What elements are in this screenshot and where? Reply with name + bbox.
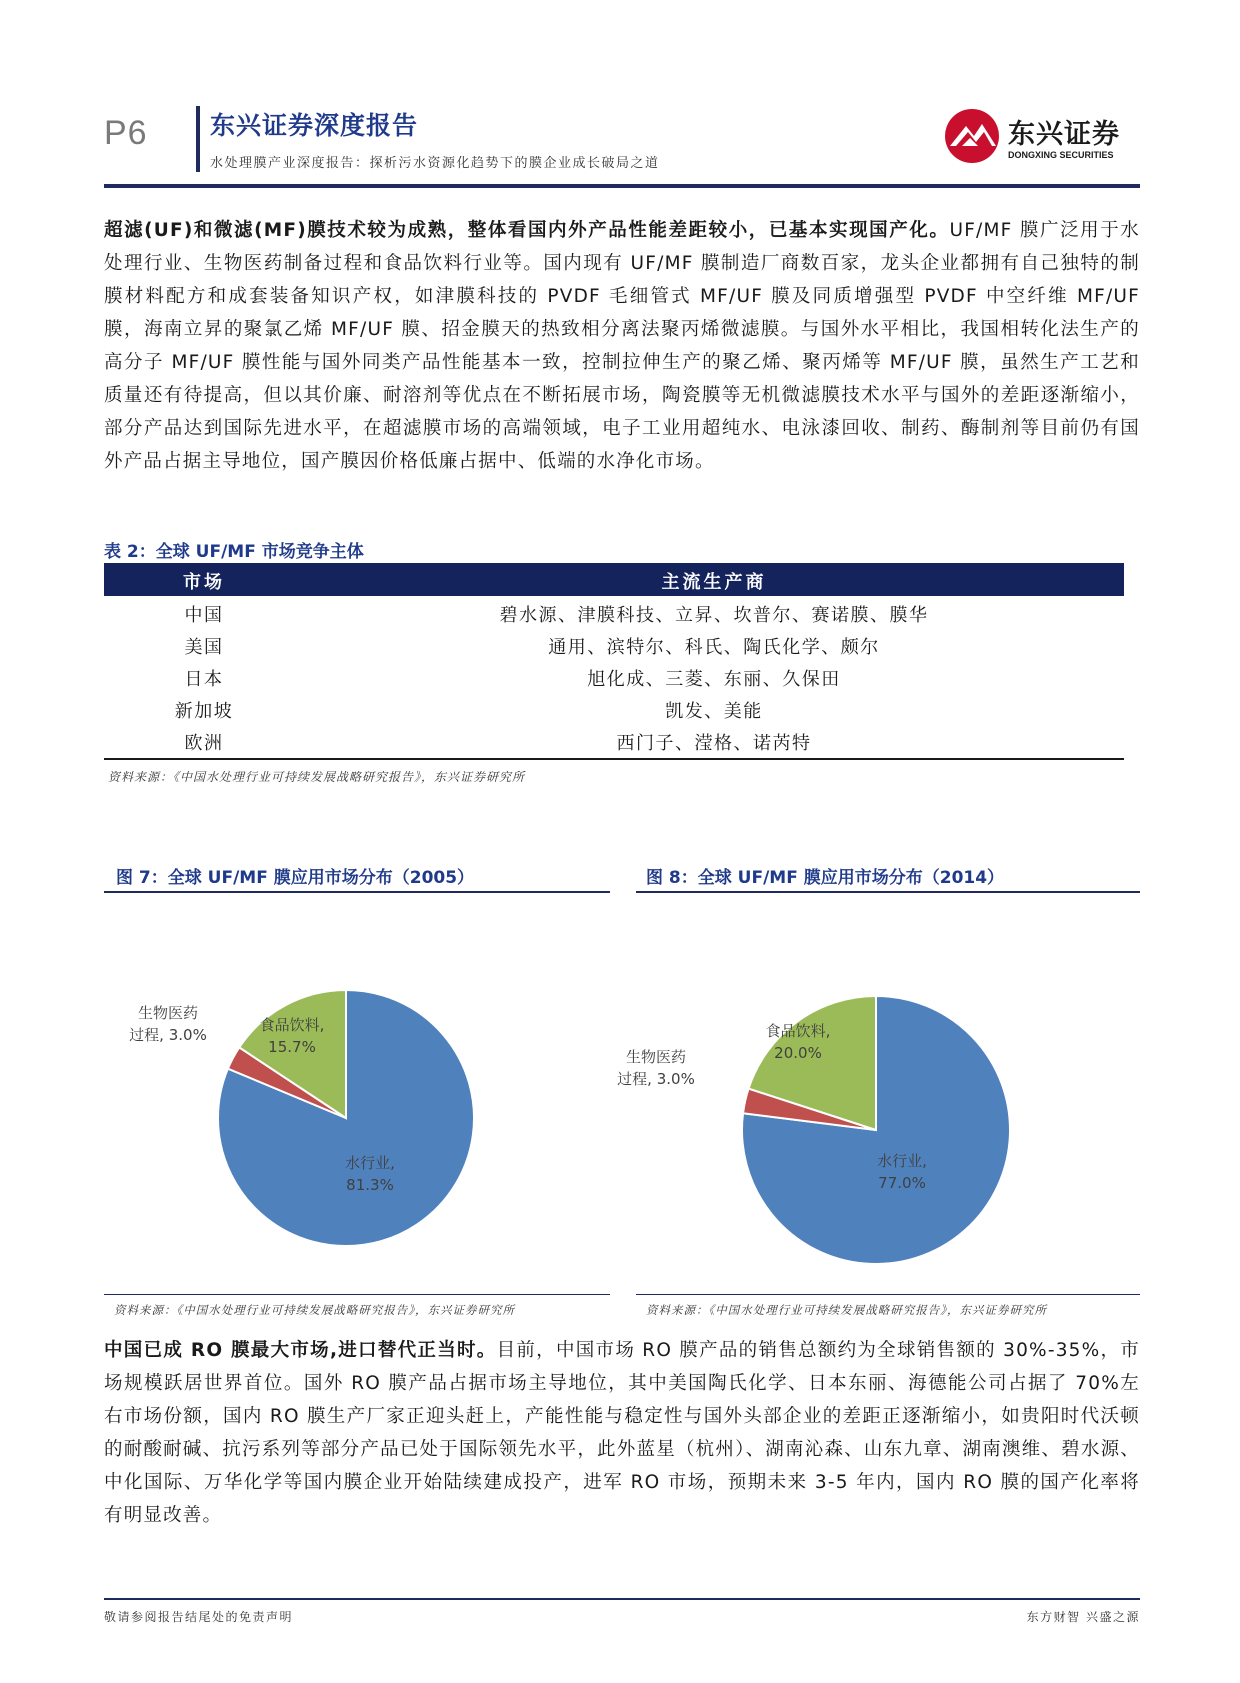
table-title: 表 2：全球 UF/MF 市场竞争主体 [104,542,364,562]
header-rule [104,184,1140,188]
column-header-producers: 主流生产商 [661,572,767,593]
logo-english-name: DONGXING SECURITIES [1008,150,1114,160]
pie-chart-2005 [104,900,610,1240]
table-header [104,563,1124,596]
paragraph-body: UF/MF 膜广泛用于水处理行业、生物医药制备过程和食品饮料行业等。国内现有 UF/MF 膜制造厂商数百家，龙头企业都拥有自己独特的制膜材料配方和成套装备知识产权，如津膜科技的 PVDF 毛细管式 MF/UF 膜及同质增强型 PVDF 中空纤维 MF/UF 膜，海南立昇的聚氯乙烯 MF/UF 膜、招金膜天的热致相分离法聚丙烯微滤膜。与国外水平相比，我国相转化法生产的高分子 MF/UF 膜性能与国外同类产品性能基本一致，控制拉伸生产的聚乙烯、聚丙烯等 MF/UF 膜，虽然生产工艺和质量还有待提高，但以其价廉、耐溶剂等优点在不断拓展市场，陶瓷膜等无机微滤膜技术水平与国外的差距逐渐缩小，部分产品达到国际先进水平，在超滤膜市场的高端领域，电子工业用超纯水、电泳漆回收、制药、酶制剂等目前仍有国外产品占据主导地位，国产膜因价格低廉占据中、低端的水净化市场。 [104,220,1140,472]
figure-7-source-rule [104,1294,610,1295]
paragraph-lead: 超滤(UF)和微滤(MF)膜技术较为成熟，整体看国内外产品性能差距较小，已基本实现国产化。 [104,220,950,241]
cell-producers: 通用、滨特尔、科氏、陶氏化学、颇尔 [548,637,880,658]
cell-market: 日本 [184,669,224,690]
logo-name: 东兴证券 [1008,119,1120,150]
pie-label-biomedical-process: 生物医药过程, 3.0% [617,1048,695,1088]
table-row [104,597,1124,629]
figure-8-title: 图 8：全球 UF/MF 膜应用市场分布（2014） [646,868,1005,888]
logo-mark-icon [942,106,1002,166]
company-logo [942,106,1142,166]
pie-label-biomedical-process: 生物医药过程, 3.0% [129,1004,207,1044]
pie-label-water-industry: 水行业, 81.3% [345,1154,395,1194]
cell-producers: 碧水源、津膜科技、立昇、坎普尔、赛诺膜、膜华 [499,605,929,626]
figure-7-rule [104,891,610,893]
pie-label-food-beverage: 食品饮料, 15.7% [259,1016,325,1056]
paragraph-uf-mf [104,214,1140,478]
cell-market: 欧洲 [184,733,224,754]
table-row [104,693,1124,725]
page-header [104,98,1140,190]
paragraph-body: 目前，中国市场 RO 膜产品的销售总额约为全球销售额的 30%-35%，市场规模跃居世界首位。国外 RO 膜产品占据市场主导地位，其中美国陶氏化学、日本东丽、海德能公司占据了 70%左右市场份额，国内 RO 膜生产厂家正迎头赶上，产能性能与稳定性与国外头部企业的差距正逐渐缩小，如贵阳时代沃顿的耐酸耐碱、抗污系列等部分产品已处于国际领先水平，此外蓝星（杭州）、湖南沁森、山东九章、湖南澳维、碧水源、中化国际、万华化学等国内膜企业开始陆续建成投产，进军 RO 市场，预期未来 3-5 年内，国内 RO 膜的国产化率将有明显改善。 [104,1340,1140,1526]
cell-market: 新加坡 [174,701,234,722]
figure-7-title: 图 7：全球 UF/MF 膜应用市场分布（2005） [116,868,475,888]
cell-producers: 旭化成、三菱、东丽、久保田 [587,669,841,690]
table-row [104,725,1124,757]
pie-label-water-industry: 水行业, 77.0% [877,1152,927,1192]
figure-8-rule [636,891,1140,893]
pie-chart-2014 [617,900,1140,1240]
report-title: 东兴证券深度报告 [210,111,419,140]
page-number: P6 [104,114,148,152]
pie-label-food-beverage: 食品饮料, 20.0% [765,1022,831,1062]
cell-market: 美国 [184,637,224,658]
cell-producers: 凯发、美能 [665,701,763,722]
paragraph-lead: 中国已成 RO 膜最大市场,进口替代正当时。 [104,1340,497,1361]
table-source: 资料来源：《中国水处理行业可持续发展战略研究报告》，东兴证券研究所 [108,770,526,784]
report-subtitle: 水处理膜产业深度报告：探析污水资源化趋势下的膜企业成长破局之道 [210,156,660,171]
header-divider [196,106,200,172]
cell-producers: 西门子、滢格、诺芮特 [616,733,812,754]
table-bottom-rule [104,758,1124,760]
footer-slogan: 东方财智 兴盛之源 [1026,1610,1140,1624]
table-row [104,629,1124,661]
cell-market: 中国 [184,605,224,626]
footer-disclaimer: 敬请参阅报告结尾处的免责声明 [104,1610,294,1624]
table-row [104,661,1124,693]
figure-8-source-rule [636,1294,1140,1295]
paragraph-ro [104,1334,1140,1532]
figure-8-source: 资料来源：《中国水处理行业可持续发展战略研究报告》，东兴证券研究所 [646,1303,1047,1317]
column-header-market: 市场 [183,572,225,593]
figure-7-source: 资料来源：《中国水处理行业可持续发展战略研究报告》，东兴证券研究所 [114,1303,515,1317]
footer-rule [104,1598,1140,1600]
